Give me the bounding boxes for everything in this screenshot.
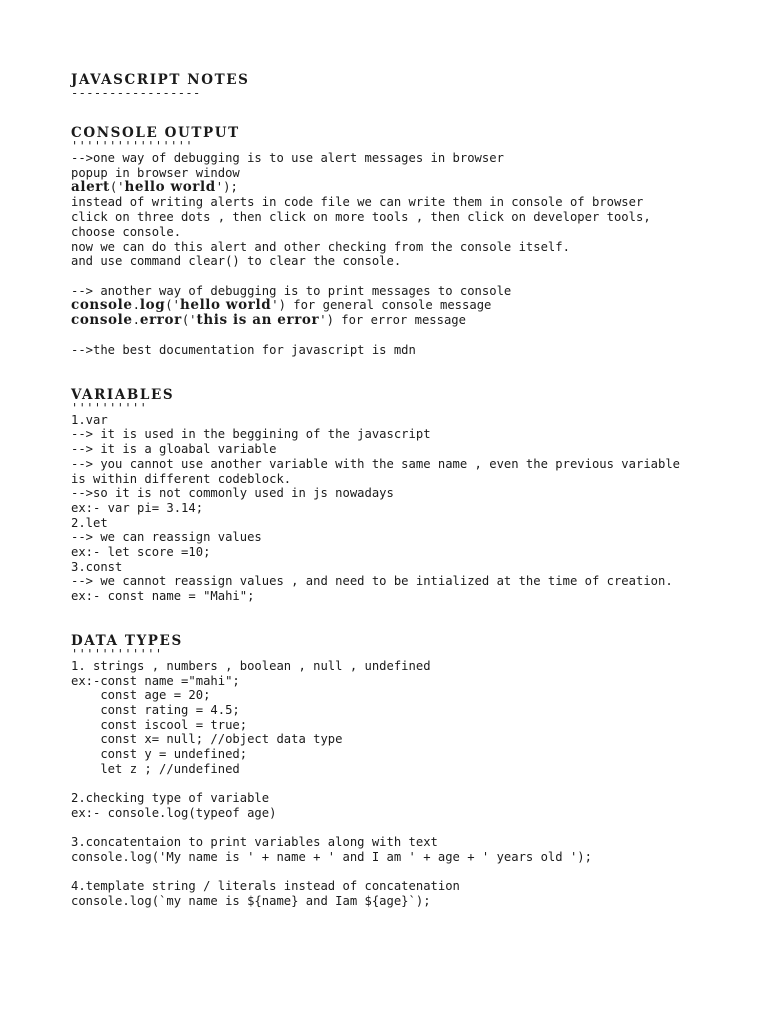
text-line: --> it is used in the beggining of the javascript bbox=[71, 427, 431, 442]
text-line: -->so it is not commonly used in js nowadays bbox=[71, 486, 394, 501]
alert-code-line bbox=[71, 180, 751, 195]
text-line: ex:- const name = "Mahi"; bbox=[71, 589, 255, 604]
text-line: is within different codeblock. bbox=[71, 471, 292, 486]
text-line: choose console. bbox=[71, 224, 182, 239]
text-line: console.log('My name is ' + name + ' and I am ' + age + ' years old '); bbox=[71, 849, 592, 864]
data-types-underline: '''''''''''' bbox=[71, 646, 163, 661]
text-line: const y = undefined; bbox=[71, 747, 248, 762]
code-punct: . bbox=[132, 298, 140, 313]
text-line: ex:- var pi= 3.14; bbox=[71, 500, 204, 515]
text-line: let z ; //undefined bbox=[71, 761, 240, 776]
text-line: click on three dots , then click on more tools , then click on developer tools, bbox=[71, 210, 651, 225]
text-line: --> you cannot use another variable with the same name , even the previous variable bbox=[71, 456, 681, 471]
code-punct: (' bbox=[109, 180, 125, 195]
code-punct: (' bbox=[181, 313, 197, 328]
code-keyword: console bbox=[71, 297, 133, 314]
code-keyword: alert bbox=[71, 179, 110, 196]
code-punct: (' bbox=[165, 298, 180, 313]
variables-heading: VARIABLES bbox=[71, 386, 175, 403]
console-output-heading: CONSOLE OUTPUT bbox=[71, 125, 240, 141]
variables-underline: '''''''''' bbox=[71, 400, 148, 415]
text-line: console.log(`my name is ${name} and Iam ${age}`); bbox=[71, 894, 431, 909]
code-punct: . bbox=[132, 313, 140, 328]
code-comment: ') for error message bbox=[319, 313, 466, 328]
console-output-underline: '''''''''''''''' bbox=[71, 139, 193, 153]
variables-body bbox=[71, 413, 751, 604]
text-line: -->the best documentation for javascript is mdn bbox=[71, 343, 416, 357]
data-types-block-4 bbox=[71, 879, 751, 908]
text-line: popup in browser window bbox=[71, 165, 240, 180]
text-line: --> we cannot reassign values , and need to be intialized at the time of creation. bbox=[71, 574, 673, 589]
text-line: -->one way of debugging is to use alert messages in browser bbox=[71, 151, 504, 165]
text-line: 2.checking type of variable bbox=[71, 791, 270, 806]
text-line: ex:-const name ="mahi"; bbox=[71, 673, 240, 688]
text-line: now we can do this alert and other checking from the console itself. bbox=[71, 239, 570, 254]
console-error-line bbox=[71, 313, 751, 328]
code-punct: '); bbox=[215, 180, 238, 195]
text-line: const x= null; //object data type bbox=[71, 732, 343, 747]
text-line: 2.let bbox=[71, 515, 108, 530]
text-line: ex:- let score =10; bbox=[71, 545, 211, 560]
data-types-heading: DATA TYPES bbox=[71, 632, 183, 649]
title-underline: ----------------- bbox=[71, 86, 201, 100]
code-keyword: console bbox=[71, 312, 133, 329]
text-line: instead of writing alerts in code file we can write them in console of browser bbox=[71, 195, 644, 210]
data-types-block-2 bbox=[71, 791, 751, 820]
code-keyword: error bbox=[139, 312, 182, 329]
document-title: JAVASCRIPT NOTES bbox=[71, 72, 250, 88]
code-string: hello world bbox=[179, 297, 272, 314]
notes-document bbox=[71, 64, 751, 909]
text-line: --> another way of debugging is to print messages to console bbox=[71, 283, 512, 298]
code-string: hello world bbox=[124, 179, 216, 196]
text-line: const rating = 4.5; bbox=[71, 702, 240, 717]
text-line: const age = 20; bbox=[71, 688, 211, 703]
data-types-block-3 bbox=[71, 835, 751, 864]
text-line: 4.template string / literals instead of concatenation bbox=[71, 879, 460, 894]
code-comment: ') for general console message bbox=[271, 298, 492, 313]
text-line: --> we can reassign values bbox=[71, 530, 262, 545]
text-line: 3.concatentaion to print variables along with text bbox=[71, 835, 438, 850]
text-line: const iscool = true; bbox=[71, 717, 248, 732]
console-log-line bbox=[71, 298, 751, 313]
text-line: ex:- console.log(typeof age) bbox=[71, 805, 277, 820]
code-string: this is an error bbox=[196, 312, 320, 329]
data-types-block-1 bbox=[71, 659, 751, 777]
text-line: 1.var bbox=[71, 412, 108, 427]
code-keyword: log bbox=[139, 297, 166, 314]
text-line: 3.const bbox=[71, 559, 123, 574]
text-line: --> it is a gloabal variable bbox=[71, 442, 277, 457]
text-line: and use command clear() to clear the console. bbox=[71, 254, 402, 269]
text-line: 1. strings , numbers , boolean , null , undefined bbox=[71, 658, 431, 673]
